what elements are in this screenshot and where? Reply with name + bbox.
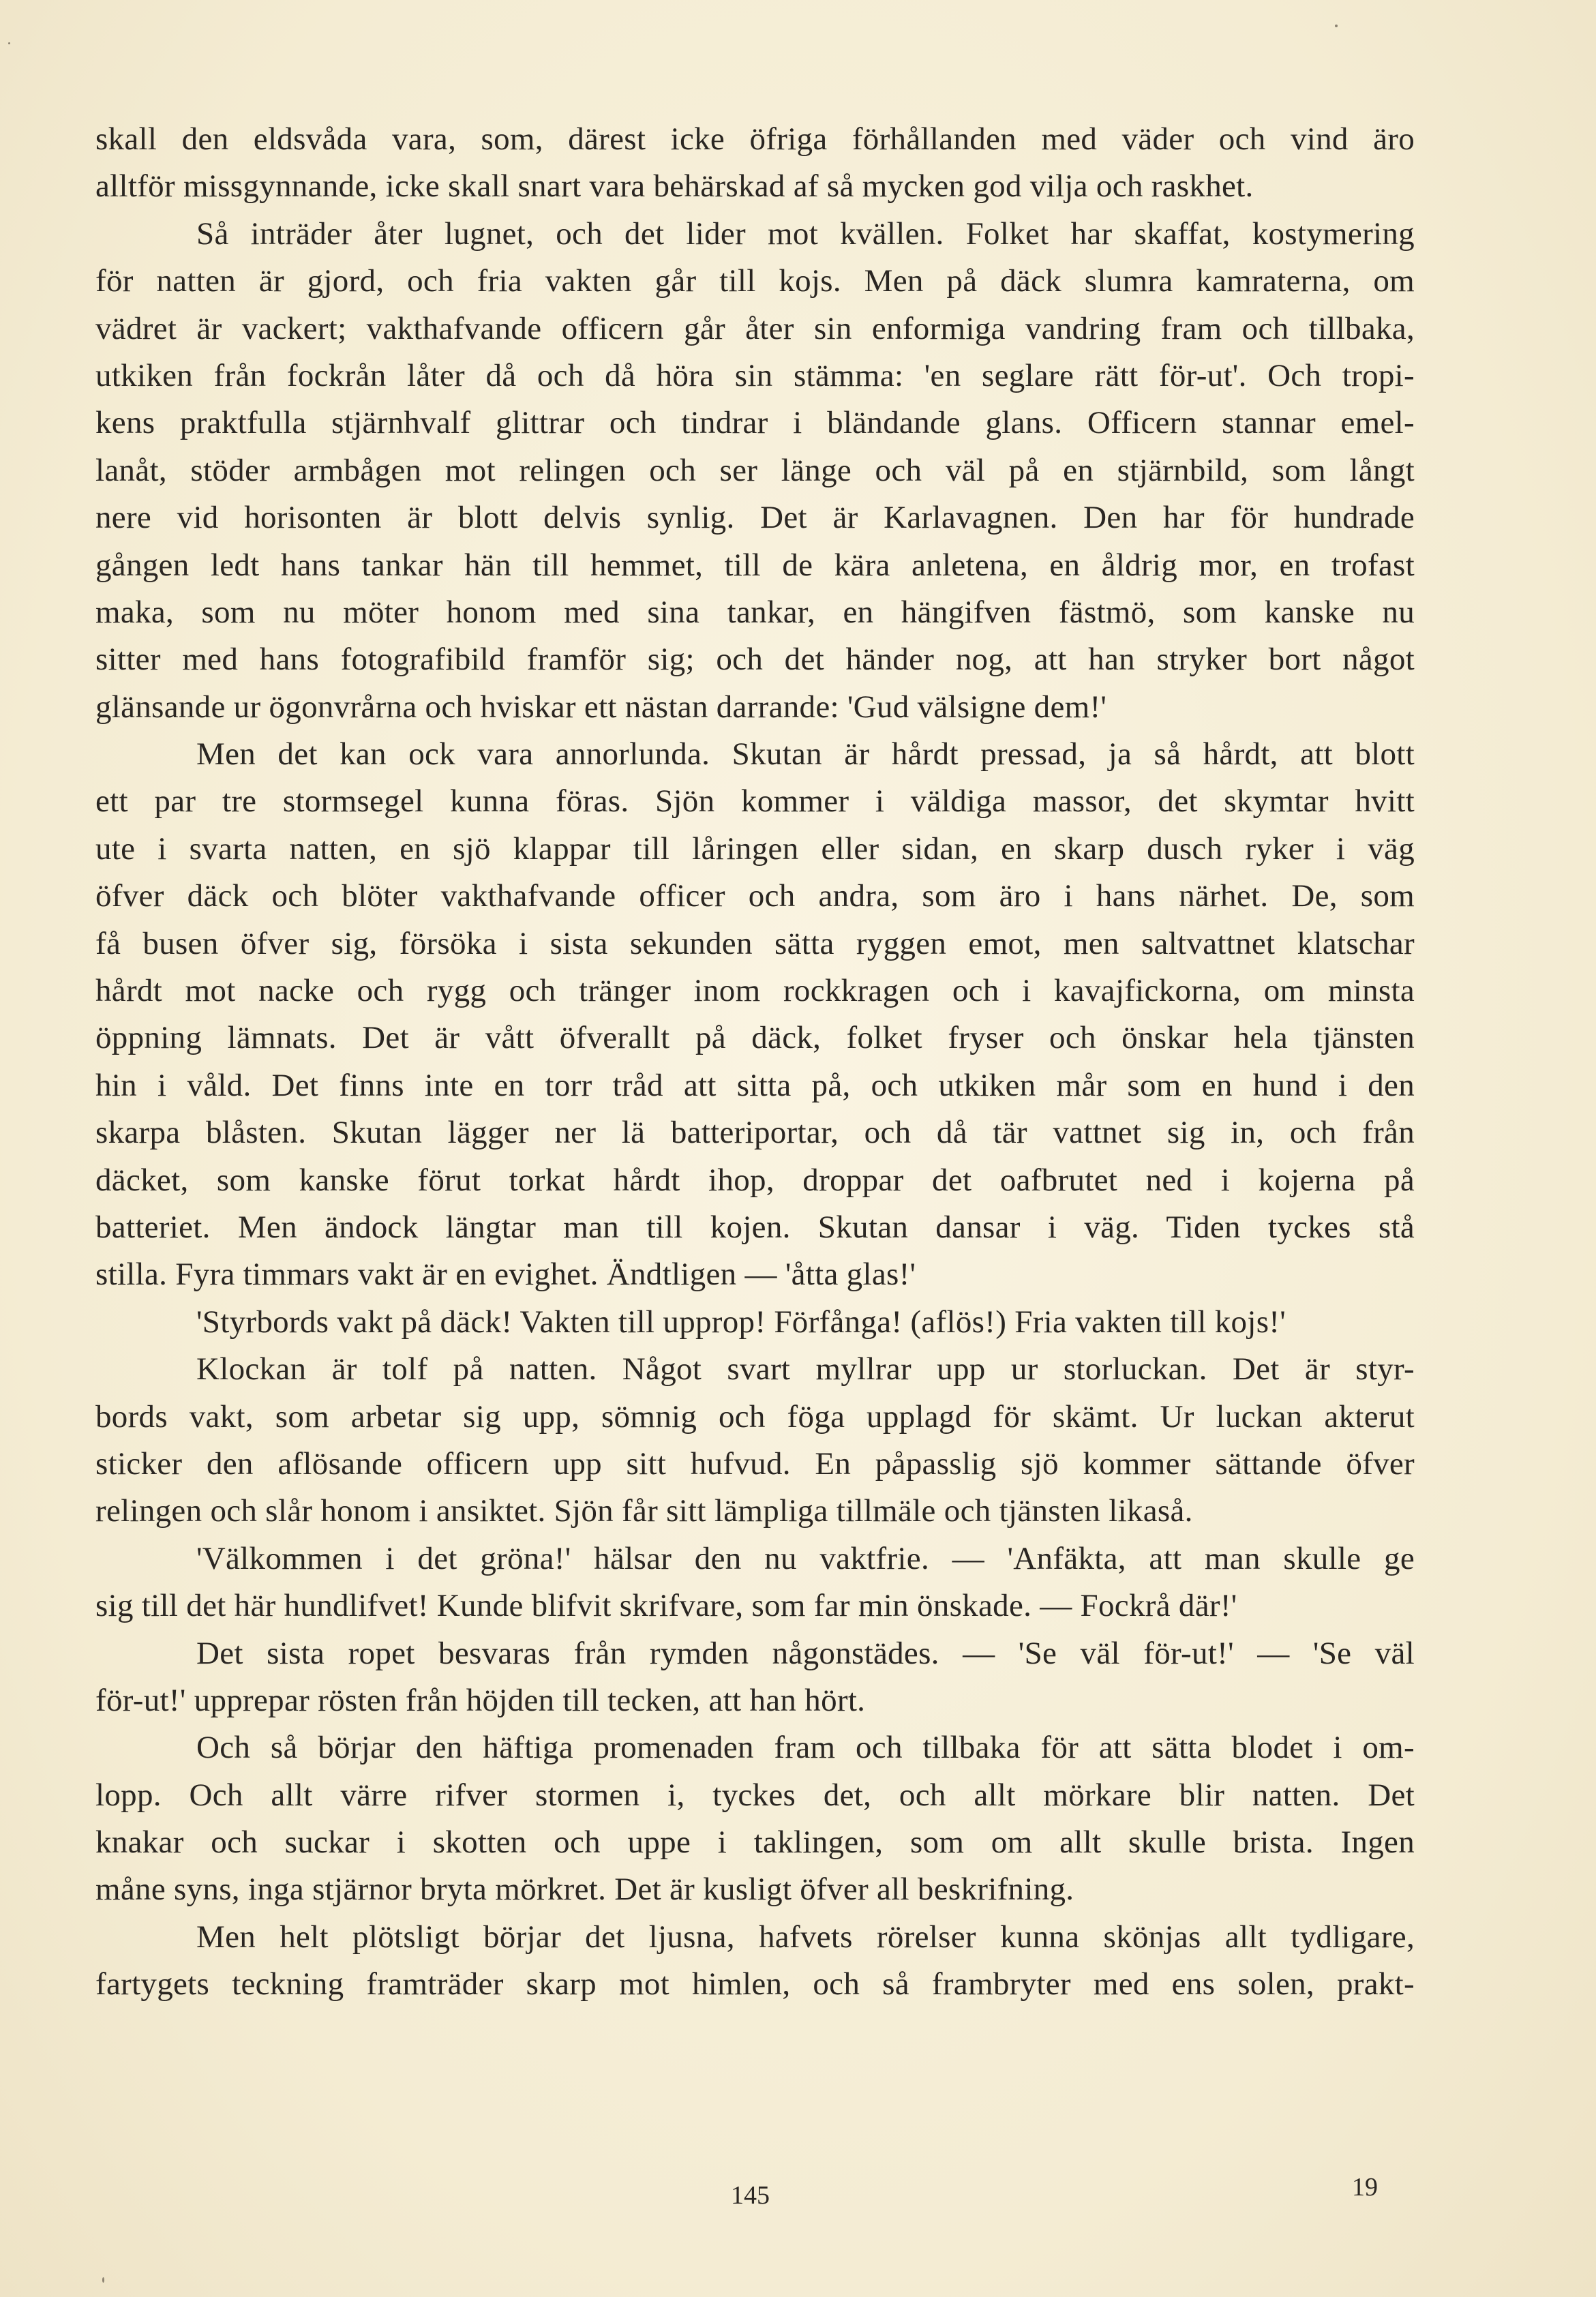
text-line: alltför missgynnande, icke skall snart vara behärskad af så mycken god vilja och raskhet. — [95, 168, 1254, 205]
text-line: maka, som nu möter honom med sina tankar, en hängifven fästmö, som kanske nu — [95, 594, 1415, 630]
text-line: batteriet. Men ändock längtar man till kojen. Skutan dansar i väg. Tiden tyckes stå — [95, 1209, 1415, 1245]
text-line: knakar och suckar i skotten och uppe i taklingen, som om allt skulle brista. Ingen — [95, 1825, 1415, 1861]
text-line: kens praktfulla stjärnhvalf glittrar och tindrar i bländande glans. Officern stannar emel- — [95, 405, 1415, 441]
paper-speck — [8, 42, 10, 44]
page-number: 145 — [731, 2181, 770, 2210]
text-line: stilla. Fyra timmars vakt är en evighet. Ändtligen — 'åtta glas!' — [95, 1257, 916, 1293]
paper-speck — [1335, 25, 1338, 27]
text-line: hin i våld. Det finns inte en torr tråd att sitta på, och utkiken mår som en hund i den — [95, 1067, 1415, 1103]
text-line: öfver däck och blöter vakthafvande officer och andra, som äro i hans närhet. De, som — [95, 878, 1415, 914]
paper-speck — [102, 2277, 104, 2283]
text-line: däcket, som kanske förut torkat hårdt ihop, droppar det oafbrutet ned i kojerna på — [95, 1162, 1415, 1198]
text-line: sticker den aflösande officern upp sitt hufvud. En påpasslig sjö kommer sättande öfver — [95, 1445, 1415, 1482]
text-line: nere vid horisonten är blott delvis synlig. Det är Karlavagnen. Den har för hundrade — [95, 500, 1415, 536]
signature-mark: 19 — [1352, 2173, 1378, 2202]
page-footer — [0, 2173, 1596, 2221]
text-line: Men helt plötsligt börjar det ljusna, hafvets rörelser kunna skönjas allt tydligare, — [196, 1919, 1415, 1955]
text-line: öppning lämnats. Det är vått öfverallt på däck, folket fryser och önskar hela tjänsten — [95, 1020, 1415, 1056]
text-line: lopp. Och allt värre rifver stormen i, tyckes det, och allt mörkare blir natten. Det — [95, 1777, 1415, 1813]
text-line: gången ledt hans tankar hän till hemmet, till de kära anletena, en åldrig mor, en trofast — [95, 547, 1415, 583]
text-line: skall den eldsvåda vara, som, därest icke öfriga förhållanden med väder och vind äro — [95, 121, 1415, 157]
text-line: Och så börjar den häftiga promenaden fram och tillbaka för att sätta blodet i om- — [196, 1730, 1415, 1766]
text-line: för-ut!' upprepar rösten från höjden till tecken, att han hört. — [95, 1682, 866, 1718]
text-line: Men det kan ock vara annorlunda. Skutan är hårdt pressad, ja så hårdt, att blott — [196, 736, 1415, 772]
text-line: skarpa blåsten. Skutan lägger ner lä batteriportar, och då tär vattnet sig in, och från — [95, 1115, 1415, 1151]
text-line: Så inträder åter lugnet, och det lider mot kvällen. Folket har skaffat, kostymering — [196, 215, 1415, 252]
text-line: Klockan är tolf på natten. Något svart myllrar upp ur storluckan. Det är styr- — [196, 1351, 1415, 1387]
text-line: relingen och slår honom i ansiktet. Sjön får sitt lämpliga tillmäle och tjänsten likaså. — [95, 1493, 1193, 1529]
text-line: lanåt, stöder armbågen mot relingen och ser länge och väl på en stjärnbild, som långt — [95, 452, 1415, 488]
text-line: sig till det här hundlifvet! Kunde blifvit skrifvare, som far min önskade. — Fockrå där!' — [95, 1588, 1237, 1624]
text-line: sitter med hans fotografibild framför sig; och det händer nog, att han stryker bort något — [95, 642, 1415, 678]
text-line: hårdt mot nacke och rygg och tränger inom rockkragen och i kavajfickorna, om minsta — [95, 973, 1415, 1009]
text-line: bords vakt, som arbetar sig upp, sömnig och föga upplagd för skämt. Ur luckan akterut — [95, 1398, 1415, 1435]
text-line: måne syns, inga stjärnor bryta mörkret. Det är kusligt öfver all beskrifning. — [95, 1872, 1074, 1908]
text-line: 'Styrbords vakt på däck! Vakten till upprop! Förfånga! (aflös!) Fria vakten till kojs!' — [196, 1304, 1286, 1340]
text-line: Det sista ropet besvaras från rymden någonstädes. — 'Se väl för-ut!' — 'Se väl — [196, 1635, 1415, 1671]
text-line: glänsande ur ögonvrårna och hviskar ett nästan darrande: 'Gud välsigne dem!' — [95, 689, 1107, 725]
text-line: 'Välkommen i det gröna!' hälsar den nu vaktfrie. — 'Anfäkta, att man skulle ge — [196, 1540, 1415, 1576]
text-line: för natten är gjord, och fria vakten går till kojs. Men på däck slumra kamraterna, om — [95, 263, 1415, 299]
text-line: få busen öfver sig, försöka i sista sekunden sätta ryggen emot, men saltvattnet klatschar — [95, 925, 1415, 961]
text-line: fartygets teckning framträder skarp mot himlen, och så frambryter med ens solen, prakt- — [95, 1966, 1415, 2002]
text-line: ute i svarta natten, en sjö klappar till låringen eller sidan, en skarp dusch ryker i väg — [95, 830, 1415, 867]
text-line: ett par tre stormsegel kunna föras. Sjön kommer i väldiga massor, det skymtar hvitt — [95, 783, 1415, 820]
body-text — [95, 116, 1415, 2009]
text-line: vädret är vackert; vakthafvande officern går åter sin enformiga vandring fram och tillbaka, — [95, 310, 1415, 346]
text-line: utkiken från fockrån låter då och då höra sin stämma: 'en seglare rätt för-ut'. Och tropi- — [95, 357, 1415, 393]
